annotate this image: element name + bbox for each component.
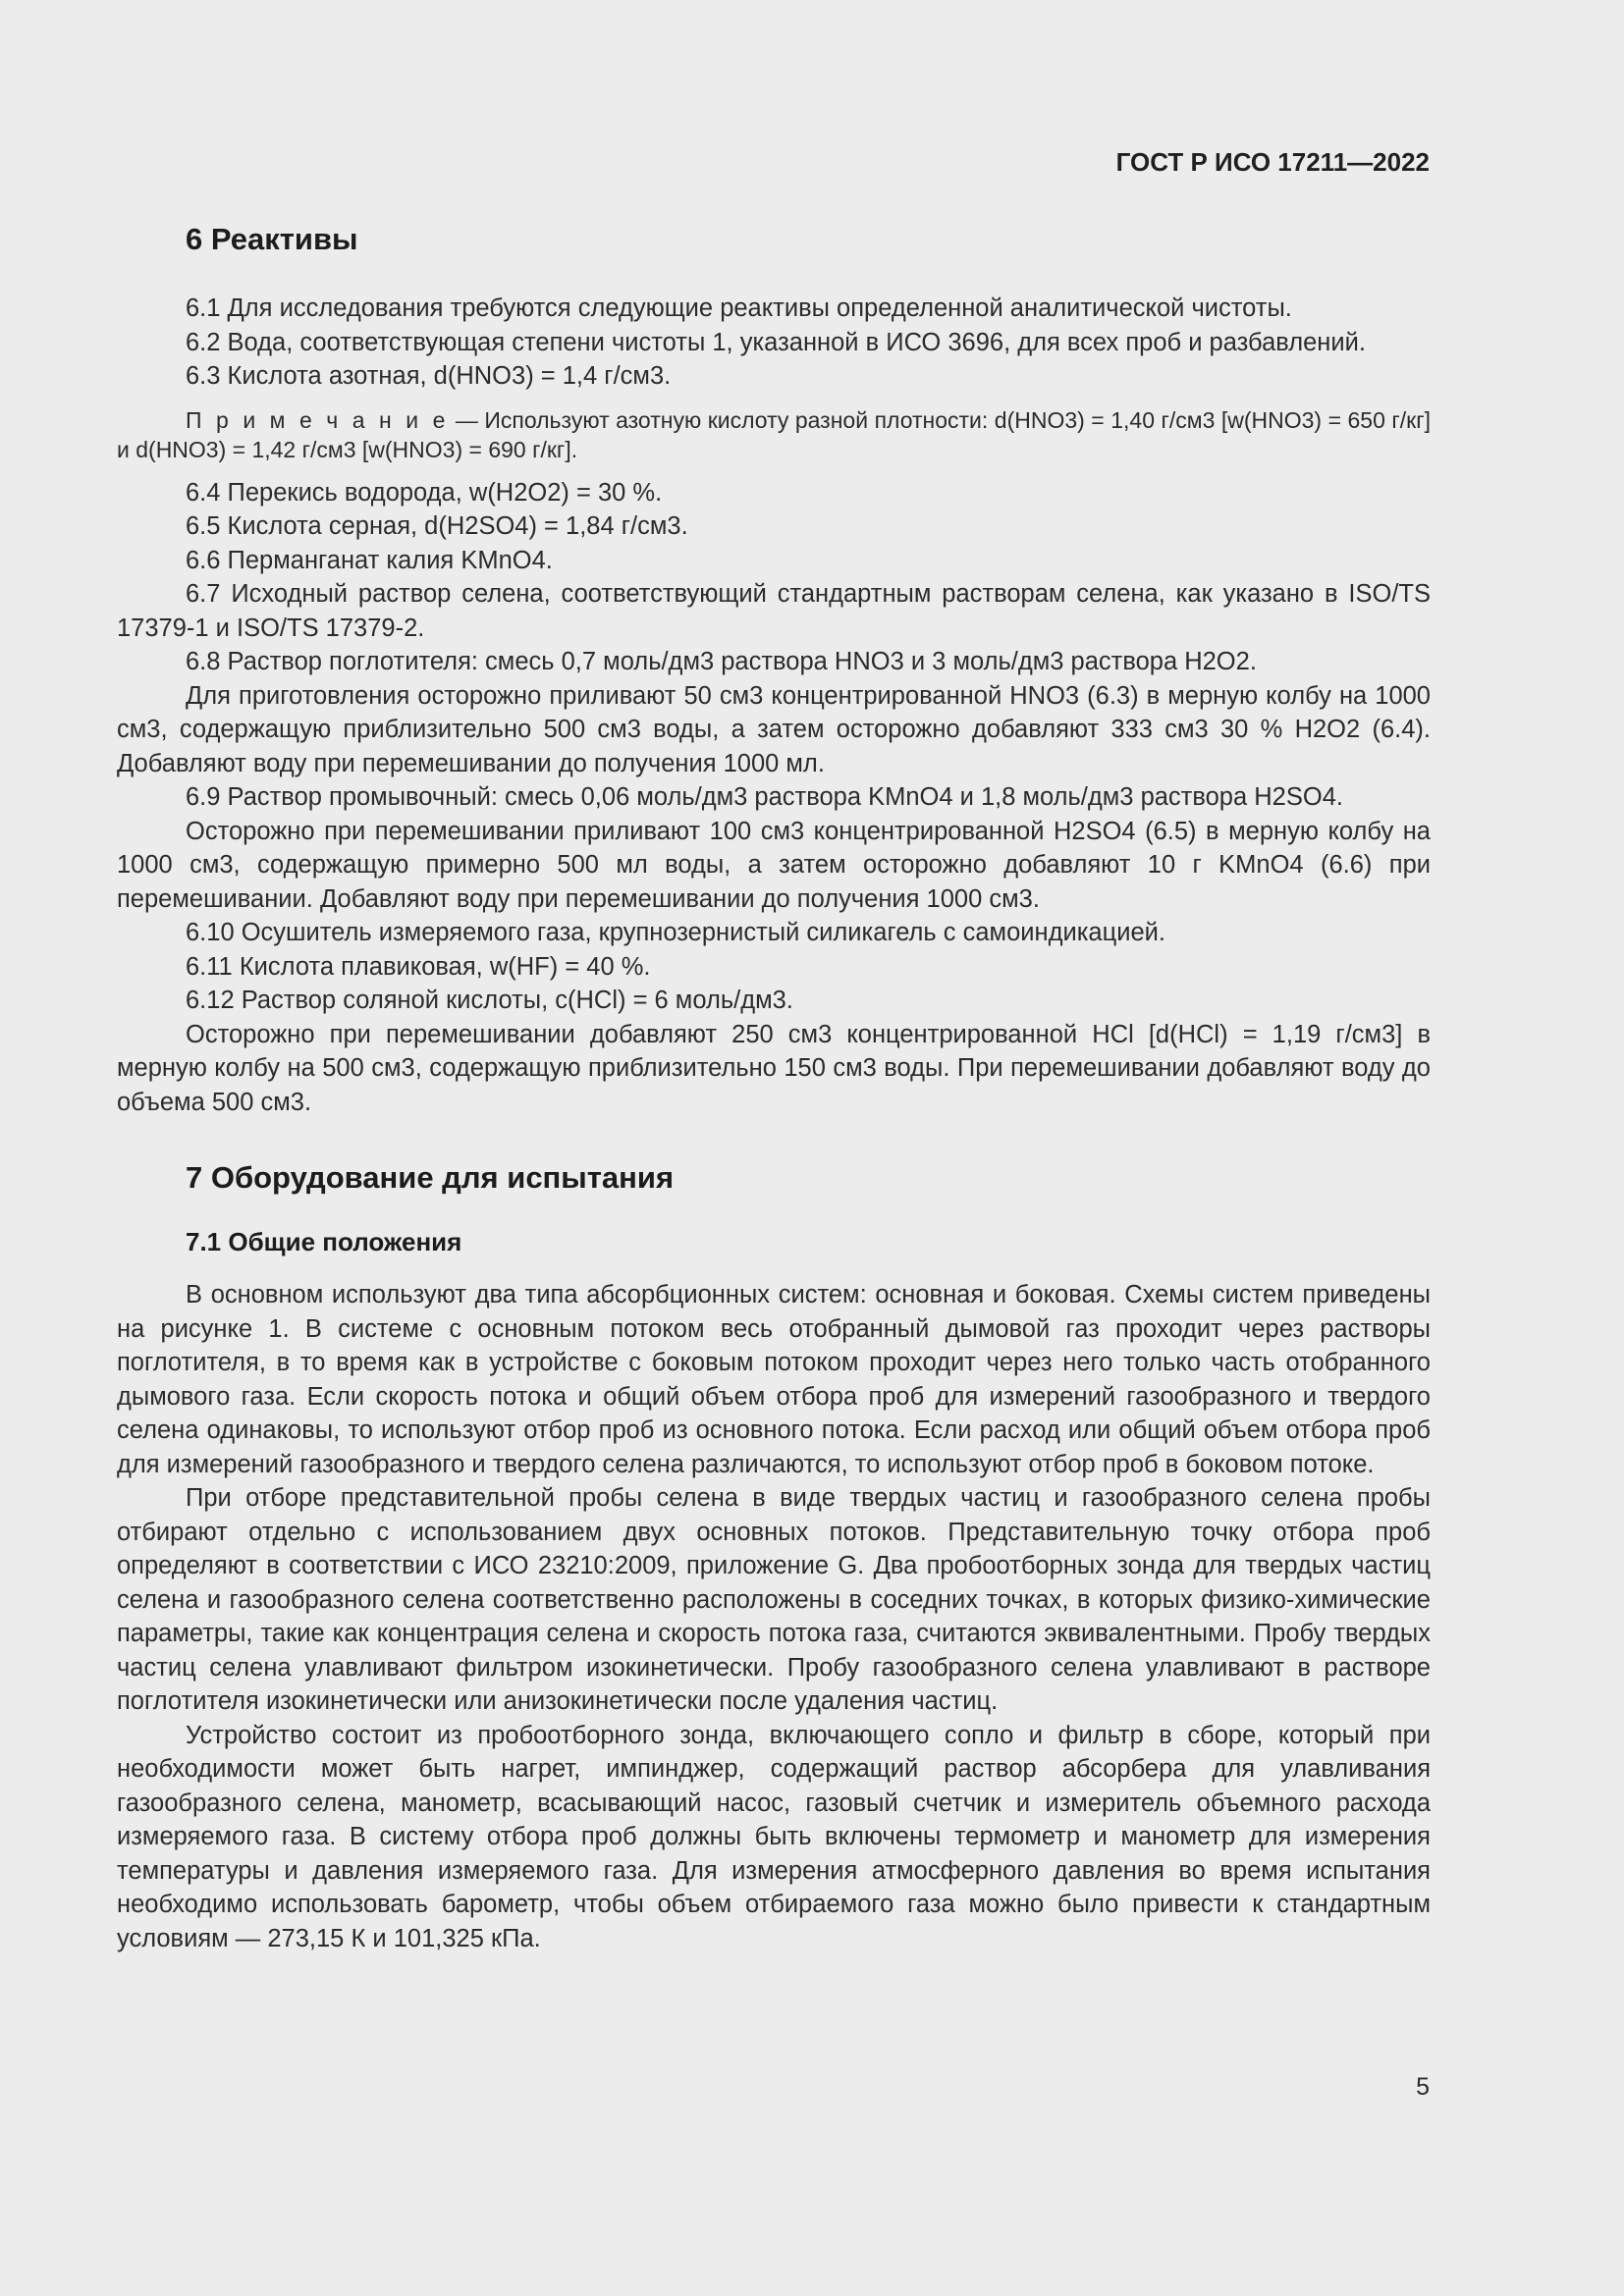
section-6-title: 6 Реактивы: [186, 222, 358, 256]
clause-6-11: 6.11 Кислота плавиковая, w(HF) = 40 %.: [186, 952, 651, 981]
section-7-title: 7 Оборудование для испытания: [186, 1160, 675, 1195]
note-text: — Используют азотную кислоту разной плотности: d(HNO3) = 1,40 г/см3 [w(HNO3) = 650 г/кг] и d(HNO3) = 1,42 г/см3 [w(HNO3) = 690 г/кг].: [117, 406, 1431, 462]
clause-6-3: 6.3 Кислота азотная, d(HNO3) = 1,4 г/см3.: [186, 362, 672, 390]
paragraph-7-1-c: Устройство состоит из пробоотборного зонда, включающего сопло и фильтр в сборе, который при необходимости может быть нагрет, импинджер, содержащий раствор абсорбера для улавливания газообразного селена, манометр, всасывающий насос, газовый счетчик и измеритель объемного расхода измеряемого газа. В систему отбора проб должны быть включены термометр и манометр для измерения температуры и давления измеряемого газа. Для измерения атмосферного давления во время испытания необходимо использовать барометр, чтобы объем отбираемого газа можно было привести к стандартным условиям — 273,15 К и 101,325 кПа.: [117, 1721, 1431, 1952]
clause-6-1: 6.1 Для исследования требуются следующие реактивы определенной аналитической чистоты.: [186, 294, 1292, 322]
note: [117, 405, 1431, 464]
clause-6-6: 6.6 Перманганат калия KMnO4.: [186, 546, 553, 574]
page-number: 5: [1416, 2073, 1430, 2101]
clause-6-5: 6.5 Кислота серная, d(H2SO4) = 1,84 г/см3.: [186, 512, 688, 540]
page-content: [117, 220, 1431, 1955]
paragraph-7-1-b: При отборе представительной пробы селена в виде твердых частиц и газообразного селена пробы отбирают отдельно с использованием двух основных потоков. Представительную точку отбора проб определяют в соответствии с ИСО 23210:2009, приложение G. Два пробоотборных зонда для твердых частиц селена и газообразного селена соответственно расположены в соседних точках, в которых физико-химические параметры, такие как концентрация селена и скорость потока газа, считаются эквивалентными. Пробу твердых частиц селена улавливают фильтром изокинетически. Пробу газообразного селена улавливают в растворе поглотителя изокинетически или анизокинетически после удаления частиц.: [117, 1484, 1431, 1715]
clause-6-4: 6.4 Перекись водорода, w(H2O2) = 30 %.: [186, 478, 663, 507]
clause-6-12-preparation: Осторожно при перемешивании добавляют 250 см3 концентрированной HCl [d(HCl) = 1,19 г/см3] в мерную колбу на 500 см3, содержащую приблизительно 150 см3 воды. При перемешивании добавляют воду до объема 500 см3.: [117, 1020, 1431, 1116]
clause-6-8-preparation: Для приготовления осторожно приливают 50 см3 концентрированной HNO3 (6.3) в мерную колбу на 1000 см3, содержащую приблизительно 500 см3 воды, а затем осторожно добавляют 333 см3 30 % H2O2 (6.4). Добавляют воду при перемешивании до получения 1000 мл.: [117, 681, 1431, 777]
clause-6-7: 6.7 Исходный раствор селена, соответствующий стандартным растворам селена, как указано в ISO/TS 17379-1 и ISO/TS 17379-2.: [117, 580, 1431, 642]
document-id: ГОСТ Р ИСО 17211—2022: [1115, 147, 1430, 177]
clause-6-8: 6.8 Раствор поглотителя: смесь 0,7 моль/дм3 раствора HNO3 и 3 моль/дм3 раствора H2O2.: [186, 648, 1257, 675]
paragraph-7-1-a: В основном используют два типа абсорбционных систем: основная и боковая. Схемы систем приведены на рисунке 1. В системе с основным потоком весь отобранный дымовой газ проходит через растворы поглотителя, в то время как в устройстве с боковым потоком проходит через него только часть отобранного дымового газа. Если скорость потока и общий объем отбора проб для измерений газообразного и твердого селена одинаковы, то используют отбор проб из основного потока. Если расход или общий объем отбора проб для измерений газообразного и твердого селена различаются, то используют отбор проб в боковом потоке.: [117, 1281, 1431, 1478]
clause-6-2: 6.2 Вода, соответствующая степени чистоты 1, указанной в ИСО 3696, для всех проб и разбавлений.: [186, 328, 1366, 356]
clause-6-12: 6.12 Раствор соляной кислоты, c(HCl) = 6 моль/дм3.: [186, 987, 793, 1014]
clause-6-10: 6.10 Осушитель измеряемого газа, крупнозернистый силикагель с самоиндикацией.: [186, 919, 1165, 946]
note-label: П р и м е ч а н и е: [186, 406, 450, 433]
clause-6-9: 6.9 Раствор промывочный: смесь 0,06 моль/дм3 раствора KMnO4 и 1,8 моль/дм3 раствора H2SO4.: [186, 783, 1343, 811]
subsection-7-1-title: 7.1 Общие положения: [186, 1227, 462, 1256]
clause-6-9-preparation: Осторожно при перемешивании приливают 100 см3 концентрированной H2SO4 (6.5) в мерную колбу на 1000 см3, содержащую примерно 500 мл воды, а затем осторожно добавляют 10 г KMnO4 (6.6) при перемешивании. Добавляют воду при перемешивании до получения 1000 см3.: [117, 817, 1431, 913]
